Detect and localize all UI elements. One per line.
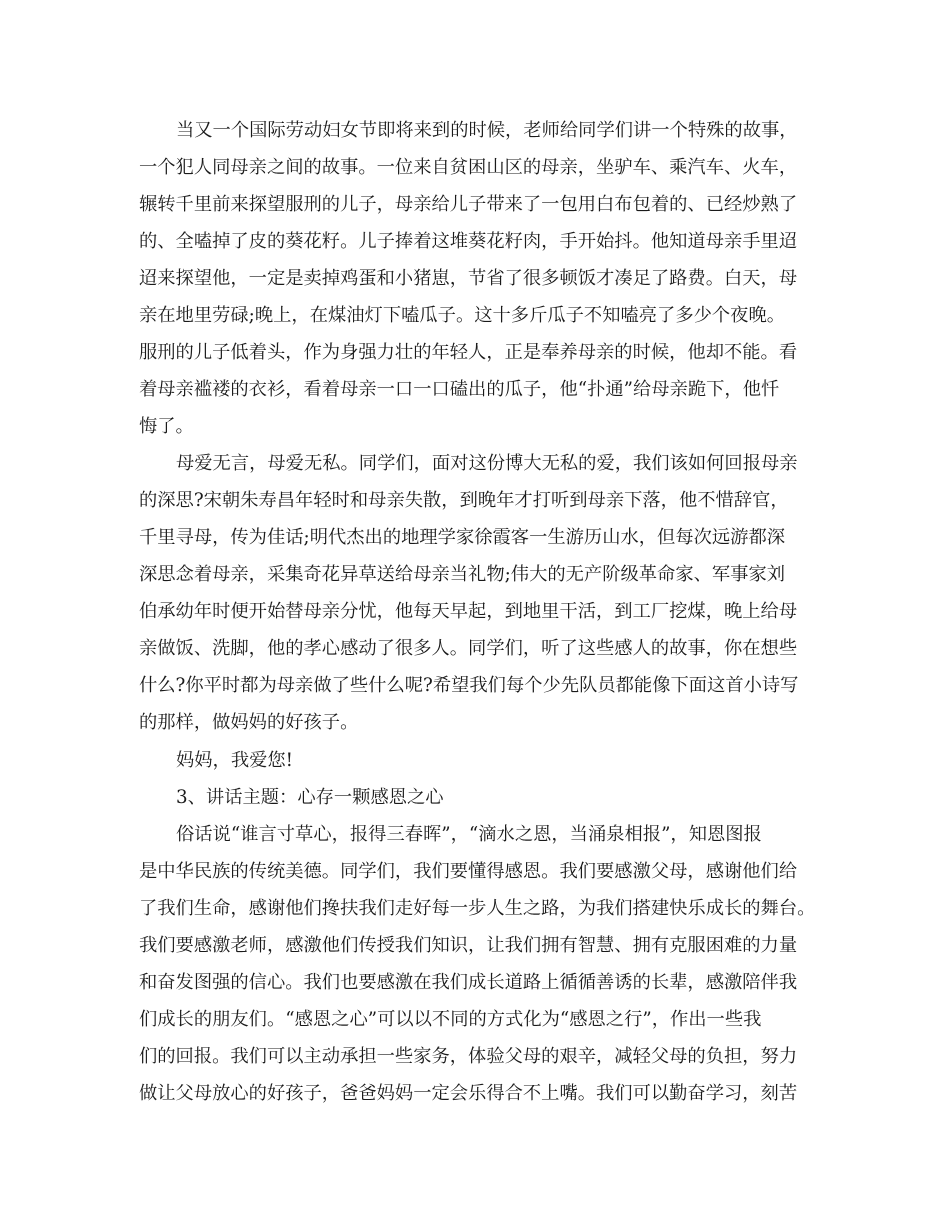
text-line: 一个犯人同母亲之间的故事。一位来自贫困山区的母亲，坐驴车、乘汽车、火车， <box>139 157 798 178</box>
text-line: 和奋发图强的信心。我们也要感激在我们成长道路上循循善诱的长辈，感激陪伴我 <box>139 972 798 993</box>
text-line: 伯承幼年时便开始替母亲分忧，他每天早起，到地里干活，到工厂挖煤，晚上给母 <box>139 601 798 622</box>
text-line: 我们要感激老师，感激他们传授我们知识，让我们拥有智慧、拥有克服困难的力量 <box>139 935 798 956</box>
text-line: 的那样，做妈妈的好孩子。 <box>139 712 359 733</box>
text-line: 俗话说“谁言寸草心，报得三春晖”，“滴水之恩，当涌泉相报”，知恩图报 <box>176 824 762 845</box>
text-line: 们成长的朋友们。“感恩之心”可以以不同的方式化为“感恩之行”，作出一些我 <box>139 1009 762 1030</box>
text-line: 妈妈，我爱您! <box>176 750 294 771</box>
text-line: 亲在地里劳碌;晚上，在煤油灯下嗑瓜子。这十多斤瓜子不知嗑亮了多少个夜晚。 <box>139 305 786 326</box>
text-line: 服刑的儿子低着头，作为身强力壮的年轻人，正是奉养母亲的时候，他却不能。看 <box>139 342 798 363</box>
text-line: 悔了。 <box>139 416 194 437</box>
text-line: 是中华民族的传统美德。同学们，我们要懂得感恩。我们要感激父母，感谢他们给 <box>139 861 798 882</box>
section-heading: 3、讲话主题：心存一颗感恩之心 <box>176 787 444 808</box>
text-line: 的深思?宋朝朱寿昌年轻时和母亲失散，到晚年才打听到母亲下落，他不惜辞官， <box>139 490 789 511</box>
text-line: 亲做饭、洗脚，他的孝心感动了很多人。同学们，听了这些感人的故事，你在想些 <box>139 638 798 659</box>
text-line: 了我们生命，感谢他们搀扶我们走好每一步人生之路，为我们搭建快乐成长的舞台。 <box>139 898 816 919</box>
text-line: 深思念着母亲，采集奇花异草送给母亲当礼物;伟大的无产阶级革命家、军事家刘 <box>139 564 786 585</box>
text-line: 辗转千里前来探望服刑的儿子，母亲给儿子带来了一包用白布包着的、已经炒熟了 <box>139 194 798 215</box>
text-line: 着母亲褴褛的衣衫，看着母亲一口一口磕出的瓜子，他“扑通”给母亲跪下，他忏 <box>139 379 780 400</box>
text-line: 千里寻母，传为佳话;明代杰出的地理学家徐霞客一生游历山水，但每次远游都深 <box>139 527 786 548</box>
text-line: 当又一个国际劳动妇女节即将来到的时候，老师给同学们讲一个特殊的故事， <box>176 120 798 141</box>
text-line: 做让父母放心的好孩子，爸爸妈妈一定会乐得合不上嘴。我们可以勤奋学习，刻苦 <box>139 1083 798 1104</box>
text-line: 母爱无言，母爱无私。同学们，面对这份博大无私的爱，我们该如何回报母亲 <box>176 453 798 474</box>
text-line: 的、全嗑掉了皮的葵花籽。儿子捧着这堆葵花籽肉，手开始抖。他知道母亲手里迢 <box>139 231 798 252</box>
text-line: 什么?你平时都为母亲做了些什么呢?希望我们每个少先队员都能像下面这首小诗写 <box>139 675 799 696</box>
text-line: 迢来探望他，一定是卖掉鸡蛋和小猪崽，节省了很多顿饭才凑足了路费。白天，母 <box>139 268 798 289</box>
text-line: 们的回报。我们可以主动承担一些家务，体验父母的艰辛，减轻父母的负担，努力 <box>139 1046 798 1067</box>
